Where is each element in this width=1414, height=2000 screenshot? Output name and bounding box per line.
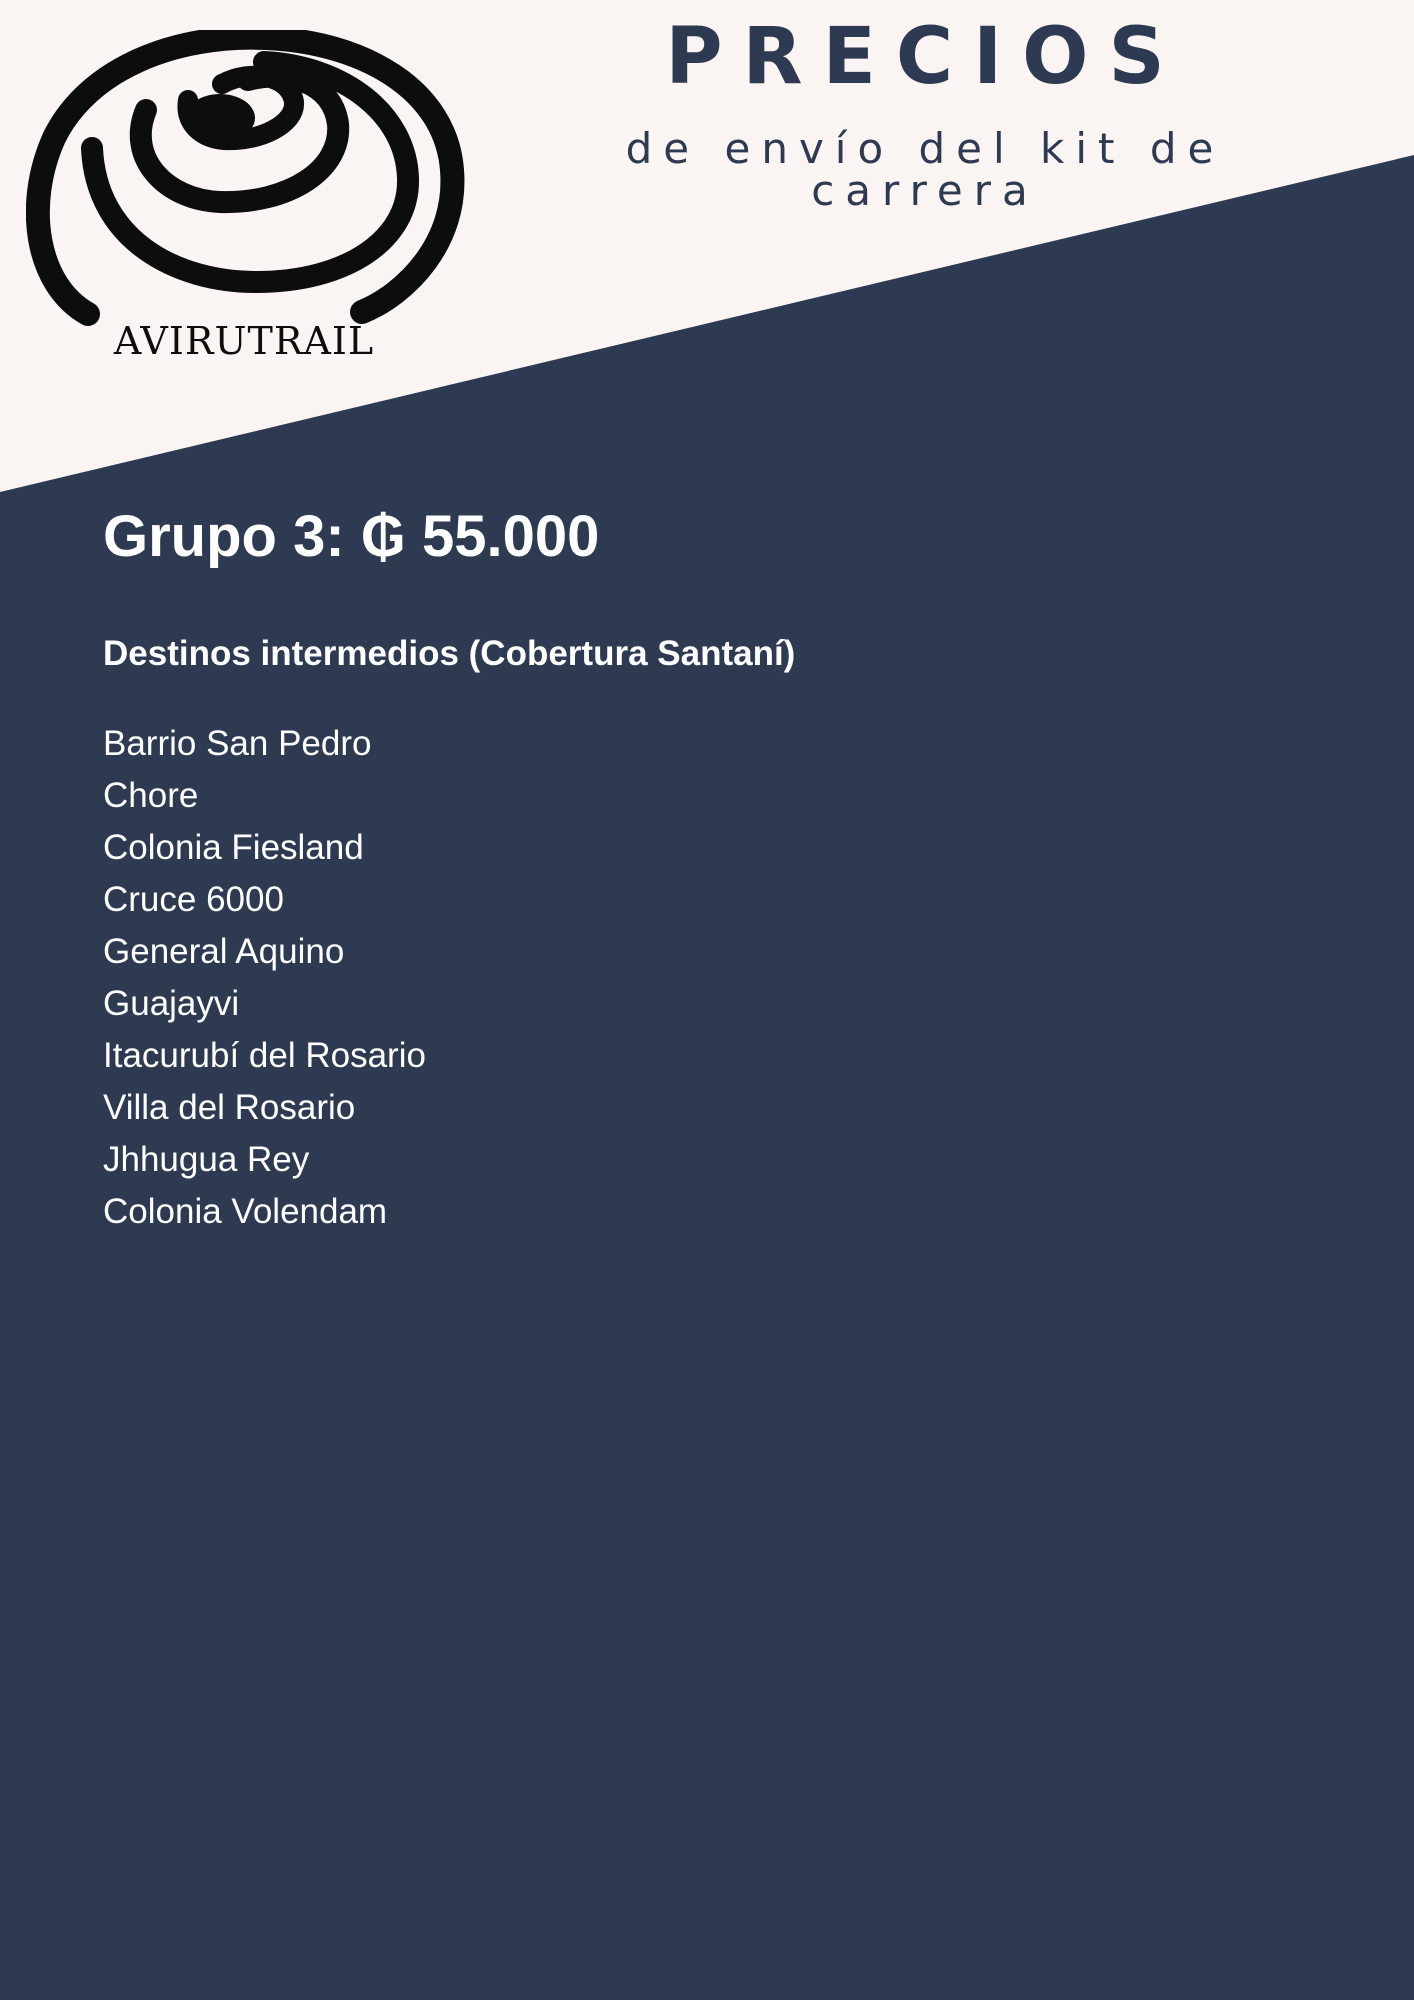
logo-text: AVIRUTRAIL xyxy=(113,319,375,363)
destination-item: Cruce 6000 xyxy=(103,880,284,919)
price-group-section xyxy=(103,502,1303,1238)
page-title: PRECIOS xyxy=(665,12,1185,102)
page-subtitle: de envío del kit de carrera xyxy=(625,124,1225,215)
destination-item: Barrio San Pedro xyxy=(103,724,372,763)
spiral-logo-icon xyxy=(26,30,474,370)
destination-item: Itacurubí del Rosario xyxy=(103,1036,426,1075)
destinations-list xyxy=(103,718,1303,1238)
destination-item: Jhhugua Rey xyxy=(103,1140,310,1179)
group-price-heading: Grupo 3: ₲ 55.000 xyxy=(103,504,600,569)
destination-item: Chore xyxy=(103,776,199,815)
destination-item: Villa del Rosario xyxy=(103,1088,356,1127)
destination-item: Colonia Fiesland xyxy=(103,828,364,867)
destination-item: General Aquino xyxy=(103,932,345,971)
destinations-section-title: Destinos intermedios (Cobertura Santaní) xyxy=(103,634,796,673)
destination-item: Guajayvi xyxy=(103,984,240,1023)
destination-item: Colonia Volendam xyxy=(103,1192,388,1231)
